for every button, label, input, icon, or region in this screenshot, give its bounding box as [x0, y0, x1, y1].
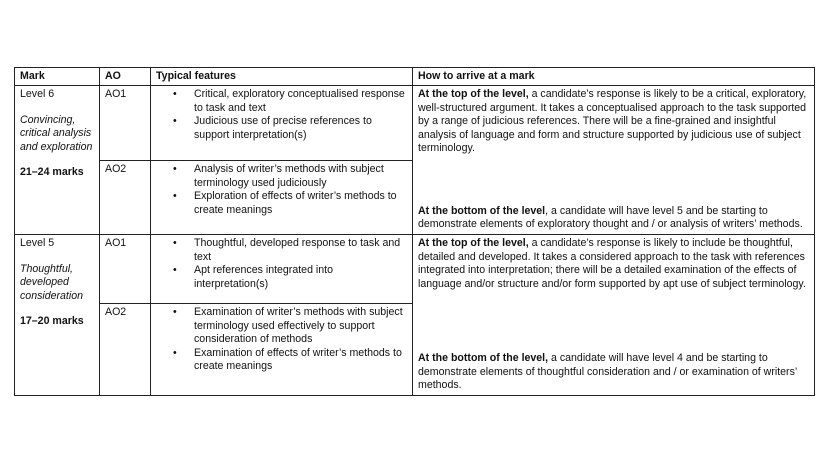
- level-5-top-lead: At the top of the level,: [418, 237, 529, 250]
- level-6-how-cell: [413, 86, 815, 235]
- level-6-top-lead: At the top of the level,: [418, 88, 529, 101]
- level-5-ao1-row: [15, 235, 815, 304]
- level-6-bottom-lead: At the bottom of the level: [418, 204, 546, 217]
- mark-scheme-table: [14, 67, 815, 396]
- level-6-ao2-label: AO2: [100, 161, 151, 235]
- level-6-bottom-text: , a candidate will have level 5 and be starting to demonstrate elements of exploratory thought and / or analysis of writers’ methods.: [418, 204, 803, 230]
- header-mark: Mark: [15, 68, 100, 86]
- level-5-bottom-lead: At the bottom of the level,: [418, 352, 549, 365]
- level-6-label: Level 6: [20, 88, 55, 101]
- feature-item: • Critical, exploratory conceptualised response to task and text: [194, 88, 407, 115]
- level-6-ao1-features: [151, 86, 413, 161]
- level-5-top-text: a candidate’s response is likely to include be thoughtful, detailed and developed. It takes a considered approach to the task with references integrated into interpretation; there will be a detailed examination of the effects of language and/or structure and/or form supported by apt use of subject terminology.: [418, 237, 806, 290]
- level-6-top-text: a candidate’s response is likely to be a critical, exploratory, well-structured argument. It takes a conceptualised approach to the task supported by a range of judicious references. There will be a fine-grained and insightful analysis of language and form and structure supported by judicious use of subject terminology.: [418, 88, 807, 155]
- feature-item: • Judicious use of precise references to support interpretation(s): [194, 115, 407, 142]
- level-5-how-cell: [413, 235, 815, 396]
- level-6-top-description: [418, 88, 809, 155]
- level-5-label: Level 5: [20, 237, 55, 250]
- level-5-ao2-label: AO2: [100, 304, 151, 396]
- header-row: [15, 68, 815, 86]
- feature-item: • Thoughtful, developed response to task and text: [194, 237, 407, 264]
- feature-item: • Examination of effects of writer’s methods to create meanings: [194, 347, 407, 374]
- level-6-mark-cell: [15, 86, 100, 235]
- feature-item: • Analysis of writer’s methods with subject terminology used judiciously: [194, 163, 407, 190]
- level-6-description: Convincing, critical analysis and exploration: [20, 113, 93, 153]
- feature-item: • Apt references integrated into interpretation(s): [194, 264, 407, 291]
- header-how-to-arrive: How to arrive at a mark: [413, 68, 815, 86]
- header-ao: AO: [100, 68, 151, 86]
- level-5-top-description: [418, 237, 809, 291]
- level-6-ao2-features: [151, 161, 413, 235]
- level-5-ao1-features: [151, 235, 413, 304]
- feature-item: • Examination of writer’s methods with subject terminology used effectively to support consideration of methods: [194, 306, 407, 346]
- level-5-ao2-features: [151, 304, 413, 396]
- level-5-marks: 17–20 marks: [20, 315, 84, 328]
- level-5-bottom-description: [418, 352, 809, 392]
- level-5-ao1-label: AO1: [100, 235, 151, 304]
- level-6-marks: 21–24 marks: [20, 166, 84, 179]
- feature-item: • Exploration of effects of writer’s methods to create meanings: [194, 190, 407, 217]
- level-5-bottom-text: a candidate will have level 4 and be starting to demonstrate elements of thoughtful consideration and / or examination of writers’ methods.: [418, 352, 797, 391]
- level-5-description: Thoughtful, developed consideration: [20, 262, 84, 302]
- level-6-ao1-row: [15, 86, 815, 161]
- header-typical-features: Typical features: [151, 68, 413, 86]
- level-6-ao1-label: AO1: [100, 86, 151, 161]
- level-6-bottom-description: [418, 205, 809, 232]
- level-5-mark-cell: [15, 235, 100, 396]
